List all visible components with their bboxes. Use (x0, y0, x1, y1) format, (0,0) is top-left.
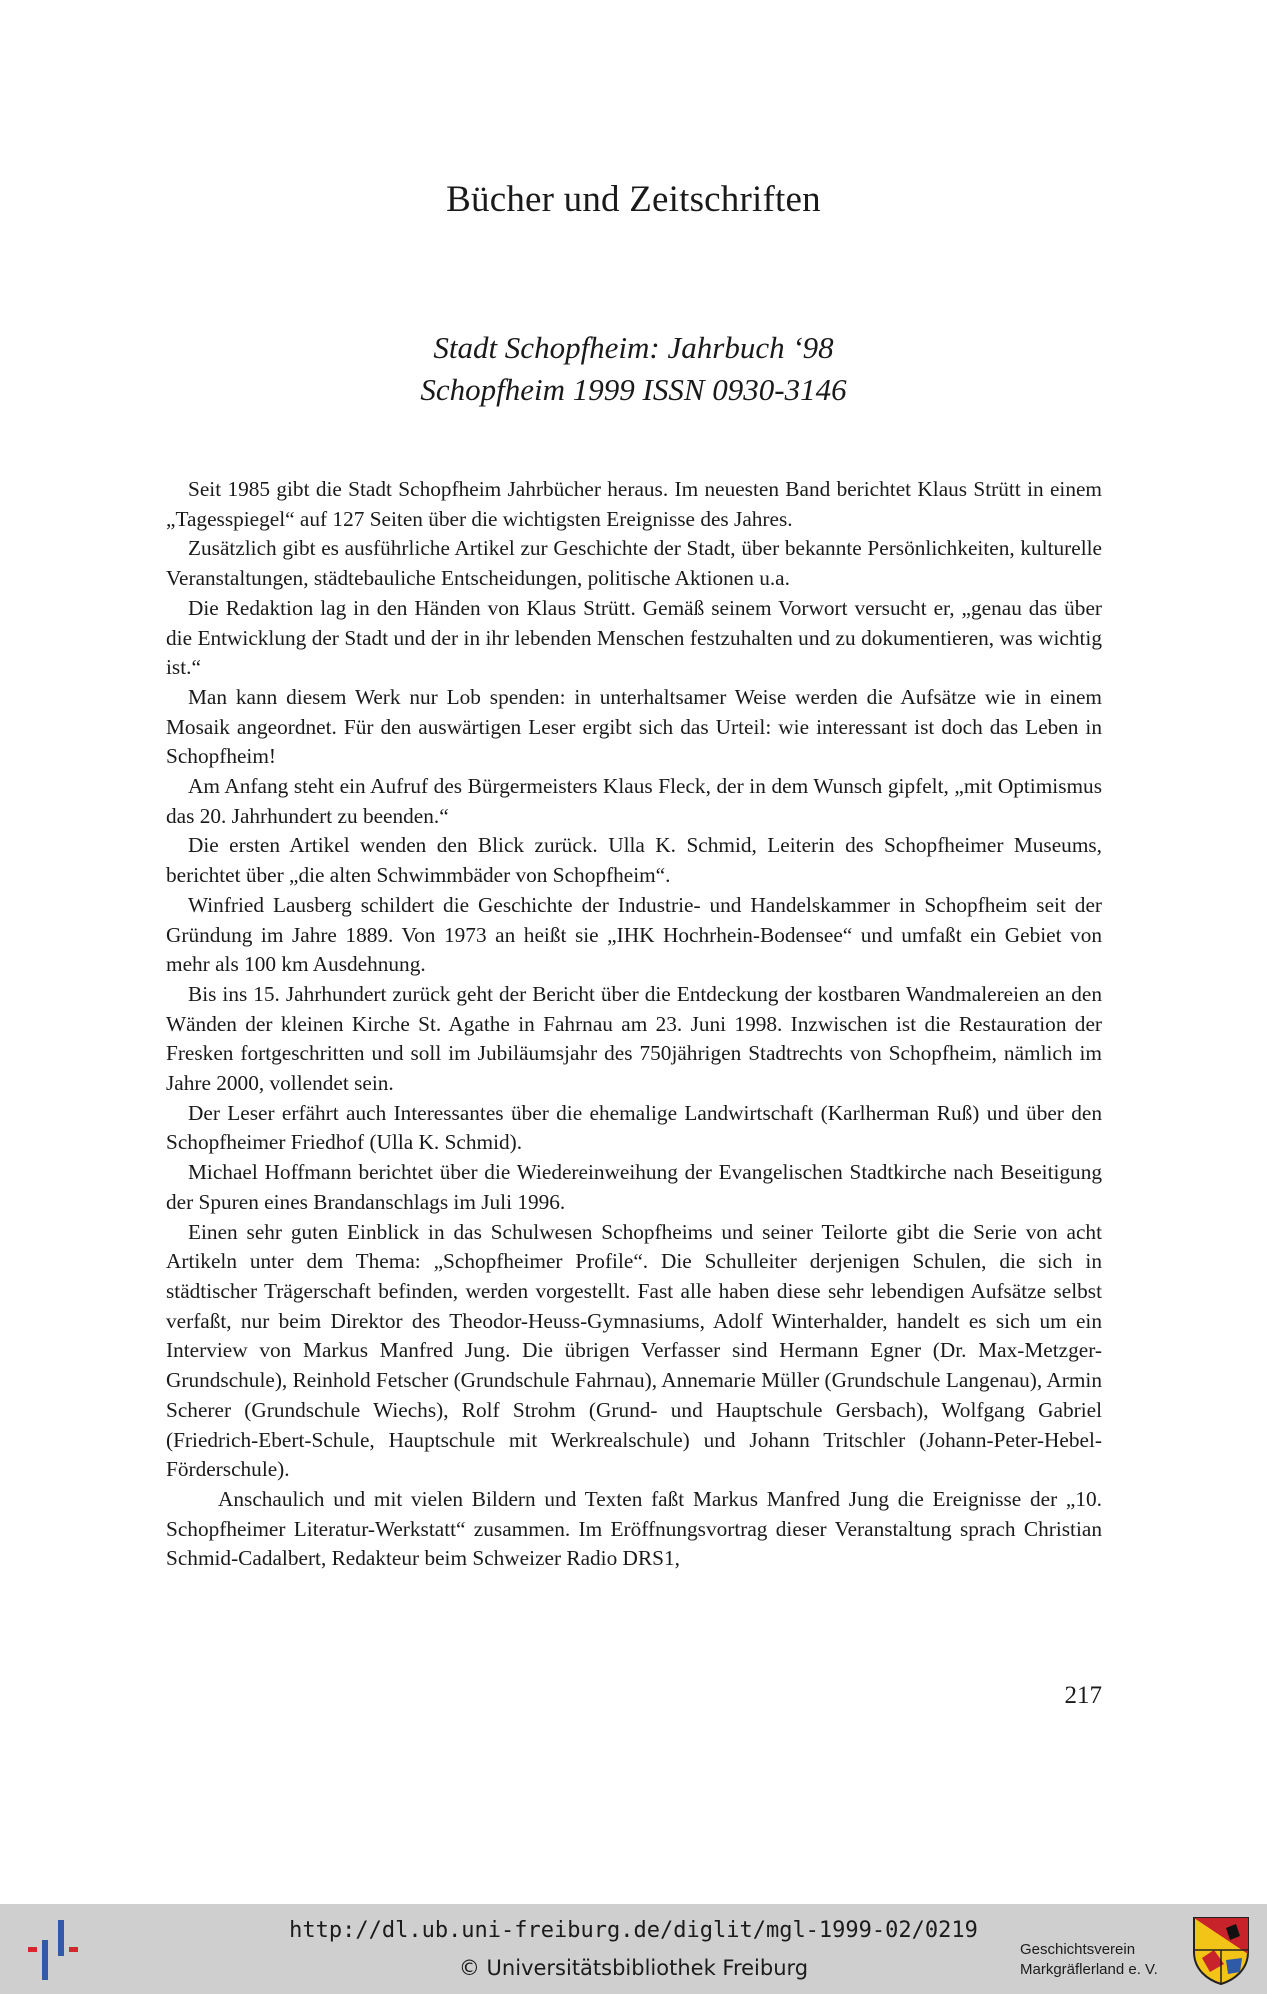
paragraph: Zusätzlich gibt es ausführliche Artikel zur Geschichte der Stadt, über bekannte Persönlichkeiten, kulturelle Veranstaltungen, städtebauliche Entscheidungen, politische Aktionen u.a. (166, 536, 1102, 591)
review-body (166, 475, 1102, 1574)
paragraph: Michael Hoffmann berichtet über die Wiedereinweihung der Evangelischen Stadtkirche nach Beseitigung der Spuren eines Brandanschlags im Juli 1996. (166, 1160, 1102, 1214)
paragraph: Man kann diesem Werk nur Lob spenden: in unterhaltsamer Weise werden die Aufsätze wie in einem Mosaik angeordnet. Für den auswärtigen Leser ergibt sich das Urteil: wie interessant ist doch das Leben in Schopfheim! (166, 684, 1102, 769)
paragraph: Am Anfang steht ein Aufruf des Bürgermeisters Klaus Fleck, der in dem Wunsch gipfelt, „mit Optimismus das 20. Jahrhundert zu beenden.“ (166, 774, 1102, 828)
paragraph: Winfried Lausberg schildert die Geschichte der Industrie- und Handelskammer in Schopfheim seit der Gründung im Jahre 1889. Von 1973 an heißt sie „IHK Hochrhein-Bodensee“ und umfaßt ein Gebiet von mehr als 100 km Ausdehnung. (166, 892, 1102, 977)
society-name-line: Geschichtsverein (1020, 1941, 1136, 1958)
page-number: 217 (1064, 1682, 1102, 1709)
paragraph: Die Redaktion lag in den Händen von Klaus Strütt. Gemäß seinem Vorwort versucht er, „genau das über die Entwicklung der Stadt und der in ihr lebenden Menschen festzuhalten und zu dokumentieren, was wichtig ist.“ (166, 595, 1102, 680)
paragraph: Einen sehr guten Einblick in das Schulwesen Schopfheims und seiner Teilorte gibt die Serie von acht Artikeln unter dem Thema: „Schopfheimer Profile“. Die Schulleiter derjenigen Schulen, die sich in städtischer Trägerschaft befinden, werden vorgestellt. Fast alle haben diese sehr lebendigen Aufsätze selbst verfaßt, nur beim Direktor des Theodor-Heuss-Gymnasiums, Adolf Winterhalder, handelt es sich um ein Interview von Markus Manfred Jung. Die übrigen Verfasser sind Hermann Egner (Dr. Max-Metzger-Grundschule), Reinhold Fetscher (Grundschule Fahrnau), Annemarie Müller (Grundschule Langenau), Armin Scherer (Grundschule Wiechs), Rolf Strohm (Grund- und Hauptschule Gersbach), Wolfgang Gabriel (Friedrich-Ebert-Schule, Hauptschule mit Werkrealschule) und Johann Tritschler (Johann-Peter-Hebel-Förderschule). (166, 1219, 1102, 1482)
society-name-line: Markgräflerland e. V. (1020, 1961, 1158, 1978)
source-url-link[interactable]: http://dl.ub.uni-freiburg.de/diglit/mgl-1999-02/0219 (289, 1918, 978, 1943)
copyright-notice: © Universitätsbibliothek Freiburg (458, 1956, 809, 1980)
footer-bar (0, 1904, 1267, 1994)
book-citation (0, 327, 1267, 411)
book-title-line: Stadt Schopfheim: Jahrbuch ‘98 (433, 330, 834, 365)
paragraph: Bis ins 15. Jahrhundert zurück geht der Bericht über die Entdeckung der kostbaren Wandmalereien an den Wänden der kleinen Kirche St. Agathe in Fahrnau am 23. Juni 1998. Inzwischen ist die Restauration der Fresken fortgeschritten und soll im Jubiläumsjahr des 750jährigen Stadtrechts von Schopfheim, nämlich im Jahre 2000, vollendet sein. (166, 981, 1102, 1096)
paragraph: Anschaulich und mit vielen Bildern und Texten faßt Markus Manfred Jung die Ereignisse der „10. Schopfheimer Literatur-Werkstatt“ zusammen. Im Eröffnungsvortrag dieser Veranstaltung sprach Christian Schmid-Cadalbert, Redakteur beim Schweizer Radio DRS1, (166, 1486, 1102, 1571)
page-title: Bücher und Zeitschriften (446, 179, 821, 220)
coat-of-arms-icon (1190, 1914, 1252, 1986)
book-publication-line: Schopfheim 1999 ISSN 0930-3146 (420, 372, 847, 407)
paragraph: Seit 1985 gibt die Stadt Schopfheim Jahrbücher heraus. Im neuesten Band berichtet Klaus Strütt in einem „Tagesspiegel“ auf 127 Seiten über die wichtigsten Ereignisse des Jahres. (166, 477, 1102, 531)
paragraph: Die ersten Artikel wenden den Blick zurück. Ulla K. Schmid, Leiterin des Schopfheimer Museums, berichtet über „die alten Schwimmbäder von Schopfheim“. (166, 833, 1102, 888)
paragraph: Der Leser erfährt auch Interessantes über die ehemalige Landwirtschaft (Karlherman Ruß) und über den Schopfheimer Friedhof (Ulla K. Schmid). (166, 1100, 1102, 1155)
society-name (1020, 1940, 1190, 1980)
